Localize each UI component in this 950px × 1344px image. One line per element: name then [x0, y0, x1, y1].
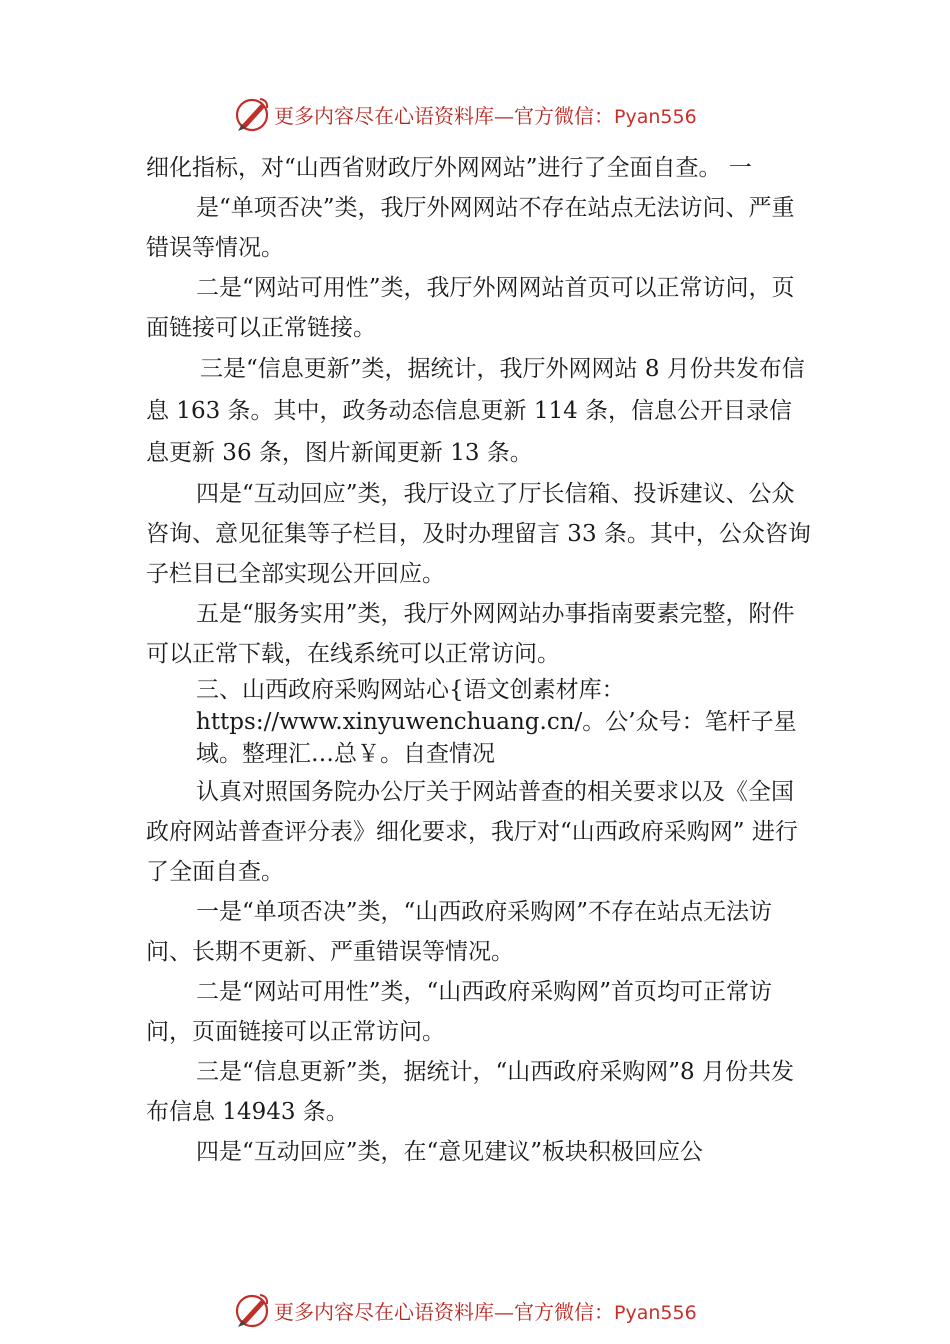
header-banner-text	[274, 100, 697, 129]
header-wechat-id: Pyan556	[614, 105, 697, 128]
paragraph-6: 五是“服务实用”类，我厅外网网站办事指南要素完整，附件可以正常下载，在线系统可以正常访问。	[146, 601, 795, 667]
header-banner	[232, 94, 752, 134]
paragraph-3: 二是“网站可用性”类，我厅外网网站首页可以正常访问，页面链接可以正常链接。	[146, 275, 795, 341]
paragraph-4: 三是“信息更新”类，据统计，我厅外网网站 8 月份共发布信息 163 条。其中，政务动态信息更新 114 条，信息公开目录信息更新 36 条，图片新闻更新 13 条。	[146, 356, 805, 466]
pen-logo-icon	[232, 1290, 272, 1330]
footer-wechat-label: 官方微信：	[514, 1299, 614, 1324]
header-banner-title: 更多内容尽在心语资料库	[274, 103, 494, 128]
paragraph-10: 二是“网站可用性”类，“山西政府采购网”首页均可正常访问，页面链接可以正常访问。	[146, 979, 773, 1045]
paragraph-9: 一是“单项否决”类，“山西政府采购网”不存在站点无法访问、长期不更新、严重错误等情况。	[146, 899, 773, 965]
paragraph-5: 四是“互动回应”类，我厅设立了厅长信箱、投诉建议、公众咨询、意见征集等子栏目，及时办理留言 33 条。其中，公众咨询子栏目已全部实现公开回应。	[146, 481, 811, 587]
paragraph-7-watermark: 三、山西政府采购网站心{语文创素材库：https://www.xinyuwenchuang.cn/。公’众号：笔杆子星域。整理汇…总￥。自查情况	[196, 677, 797, 767]
paragraph-11: 三是“信息更新”类，据统计，“山西政府采购网”8 月份共发布信息 14943 条。	[146, 1059, 794, 1125]
header-dash: —	[494, 103, 514, 128]
footer-banner-title: 更多内容尽在心语资料库	[274, 1299, 494, 1324]
footer-wechat-id: Pyan556	[614, 1301, 697, 1324]
header-wechat-label: 官方微信：	[514, 103, 614, 128]
footer-banner	[232, 1290, 752, 1330]
pen-logo-icon	[232, 94, 272, 134]
paragraph-8: 认真对照国务院办公厅关于网站普查的相关要求以及《全国政府网站普查评分表》细化要求，我厅对“山西政府采购网” 进行了全面自查。	[146, 779, 798, 885]
footer-dash: —	[494, 1299, 514, 1324]
paragraph-2: 是“单项否决”类，我厅外网网站不存在站点无法访问、严重错误等情况。	[146, 195, 795, 261]
document-body	[146, 148, 814, 1172]
footer-banner-text	[274, 1296, 697, 1325]
paragraph-1: 细化指标，对“山西省财政厅外网网站”进行了全面自查。 一	[146, 155, 752, 181]
paragraph-12: 四是“互动回应”类，在“意见建议”板块积极回应公	[196, 1139, 704, 1165]
